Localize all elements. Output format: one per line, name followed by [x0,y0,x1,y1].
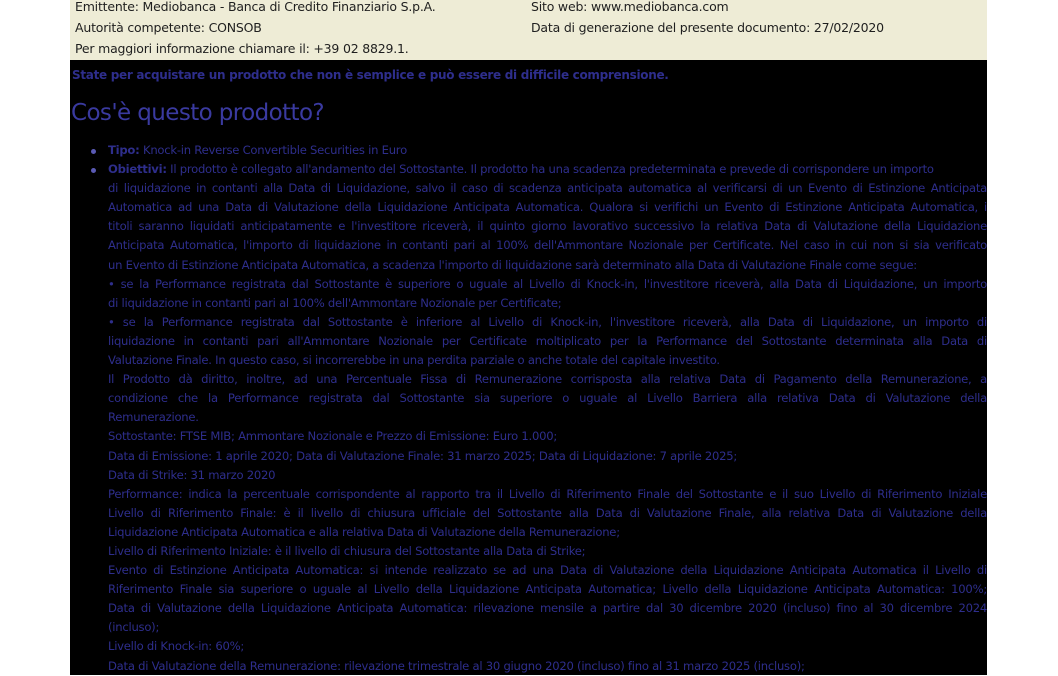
description-line: di liquidazione in contanti pari al 100% dell'Ammontare Nozionale per Certificate; [108,295,562,310]
tipo-value: Knock-in Reverse Convertible Securities in Euro [139,143,407,157]
issuer-text: Emittente: Mediobanca - Banca di Credito Finanziario S.p.A. [75,0,436,14]
description-line: Livello di Riferimento Iniziale: è il livello di chiusura del Sottostante alla Data di Strike; [108,543,586,558]
description-line: (incluso); [108,620,160,635]
description-line: Data di Valutazione della Liquidazione Anticipata Automatica: rilevazione mensile a partire dal 30 dicembre 2020 (incluso) fino al 30 dicembre 2024 [108,601,987,616]
description-line: Livello di Knock-in: 60%; [108,639,245,654]
description-line: Data di Strike: 31 marzo 2020 [108,467,276,482]
website-text: Sito web: www.mediobanca.com [531,0,729,14]
description-line: di liquidazione in contanti alla Data di Liquidazione, salvo il caso di scadenza anticipata automatica al verificarsi di un Evento di Estinzione Anticipata [108,181,987,196]
bullet-obiettivi [91,168,96,173]
description-line: • se la Performance registrata dal Sottostante è inferiore al Livello di Knock-in, l'investitore riceverà, alla Data di Liquidazione, un importo di [108,314,987,329]
description-line: Sottostante: FTSE MIB; Ammontare Nozionale e Prezzo di Emissione: Euro 1.000; [108,429,558,444]
warning-text: State per acquistare un prodotto che non è semplice e può essere di difficile comprensione. [72,68,669,82]
description-line: Anticipata Automatica, l'importo di liquidazione in contanti pari al 100% dell'Ammontare Nozionale per Certificate. Nel caso in cui non si sia verificato [108,238,987,253]
description-lines [108,179,987,675]
description-line: liquidazione in contanti pari all'Ammontare Nozionale per Certificate moltiplicato per la Performance del Sottostante determinata alla Data di [108,333,987,348]
product-description [108,141,987,676]
description-line: Livello di Riferimento Finale: è il livello di chiusura ufficiale del Sottostante alla Data di Valutazione Finale, alla relativa Data di Valutazione della [108,505,987,520]
description-line: Remunerazione. [108,410,199,425]
description-line: Performance: indica la percentuale corrispondente al rapporto tra il Livello di Riferimento Finale del Sottostante e il suo Livello di Riferimento Iniziale [108,486,987,501]
section-title: Cos'è questo prodotto? [71,100,325,126]
description-line: Liquidazione Anticipata Automatica e alla relativa Data di Valutazione della Remunerazione; [108,524,620,539]
description-line: • se la Performance registrata dal Sottostante è superiore o uguale al Livello di Knock-in, l'investitore riceverà, alla Data di Liquidazione, un importo [108,276,987,291]
obiettivi-item [108,160,987,179]
description-line: Valutazione Finale. In questo caso, si incorrerebbe in una perdita parziale o anche totale del capitale investito. [108,353,720,368]
description-line: Automatica ad una Data di Valutazione della Liquidazione Anticipata Automatica. Qualora si verifichi un Evento di Estinzione Anticipata Automatica, i [108,200,987,215]
description-line: Data di Valutazione della Remunerazione: rilevazione trimestrale al 30 giugno 2020 (incluso) fino al 31 marzo 2025 (incluso); [108,658,805,673]
description-line: condizione che la Performance registrata dal Sottostante sia superiore o uguale al Livello Barriera alla relativa Data di Valutazione della [108,391,987,406]
description-line: Evento di Estinzione Anticipata Automatica: si intende realizzato se ad una Data di Valutazione della Liquidazione Anticipata Automatica il Livello di [108,563,987,578]
authority-text: Autorità competente: CONSOB [75,20,262,35]
description-line: titoli saranno liquidati anticipatamente e l'investitore riceverà, il quinto giorno lavorativo successivo la relativa Data di Valutazione della Liquidazione [108,219,987,234]
tipo-item [108,141,987,160]
description-line: Il Prodotto dà diritto, inoltre, ad una Percentuale Fissa di Remunerazione corrisposta alla relativa Data di Pagamento della Remunerazione, a [108,372,987,387]
tipo-label: Tipo: [108,143,140,157]
bullet-tipo [91,149,96,154]
obiettivi-first-line: Il prodotto è collegato all'andamento del Sottostante. Il prodotto ha una scadenza predeterminata e prevede di corrispondere un importo [166,162,934,177]
obiettivi-label: Obiettivi: [108,162,167,177]
info-phone-text: Per maggiori informazione chiamare il: +39 02 8829.1. [75,41,409,56]
description-line: un Evento di Estinzione Anticipata Automatica, a scadenza l'importo di liquidazione sarà determinato alla Data di Valutazione Finale come segue: [108,257,917,272]
generation-date-text: Data di generazione del presente documento: 27/02/2020 [531,20,884,35]
description-line: Data di Emissione: 1 aprile 2020; Data di Valutazione Finale: 31 marzo 2025; Data di Liquidazione: 7 aprile 2025; [108,448,738,463]
description-line: Riferimento Finale sia superiore o uguale al Livello della Liquidazione Anticipata Automatica; Livello della Liquidazione Anticipata Automatica: 100%; [108,582,987,597]
